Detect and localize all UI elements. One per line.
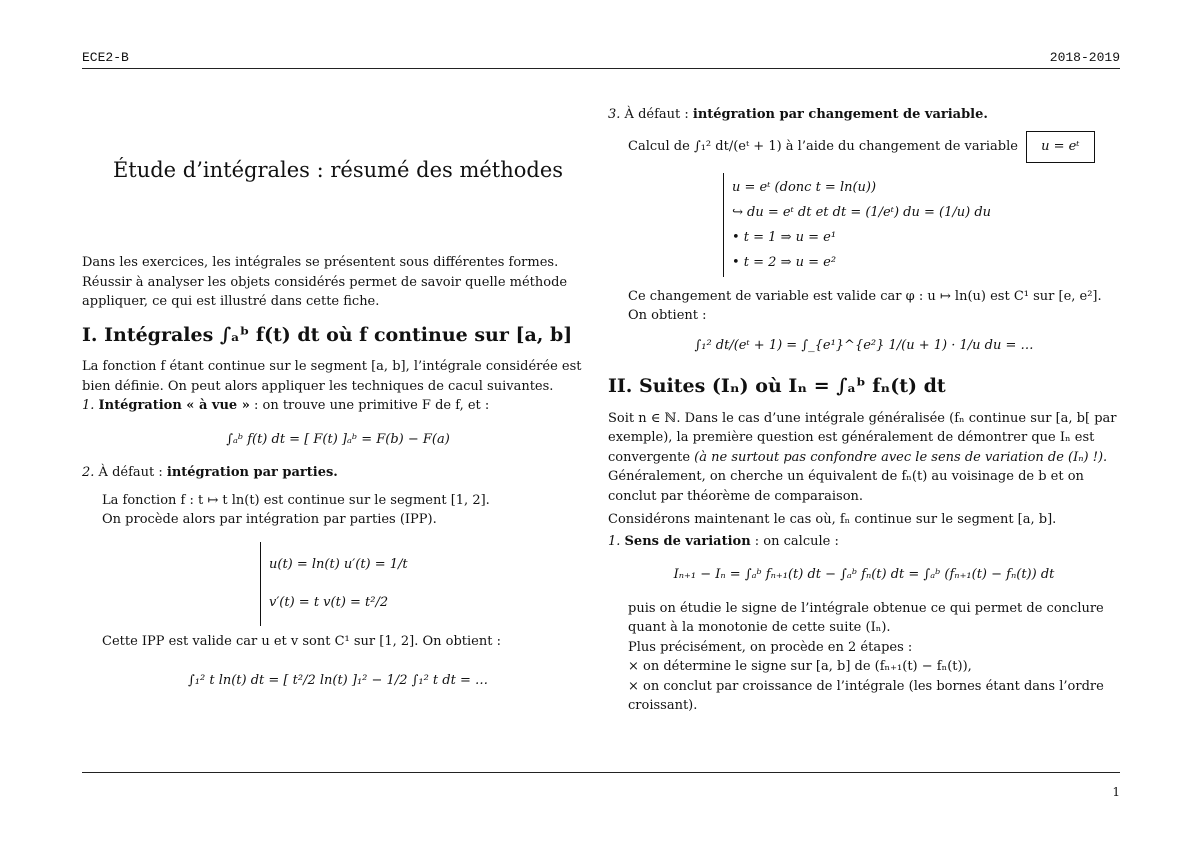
item-1-heading: Intégration « à vue » bbox=[98, 398, 250, 413]
section-1-title: I. Intégrales ∫ₐᵇ f(t) dt où f continue sur [a, b] bbox=[82, 323, 573, 346]
item-2-function: La fonction f : t ↦ t ln(t) est continue sur le segment [1, 2]. bbox=[102, 492, 490, 508]
section-2-paragraph-1 bbox=[608, 409, 1120, 468]
item-3-obtain: On obtient : bbox=[628, 308, 707, 323]
header-rule bbox=[82, 68, 1120, 69]
equation-primitive: ∫ₐᵇ f(t) dt = [ F(t) ]ₐᵇ = F(b) − F(a) bbox=[226, 431, 450, 447]
step-1-paragraph-2: Plus précisément, on procède en 2 étapes : bbox=[628, 639, 913, 655]
item-2-heading: intégration par parties. bbox=[166, 465, 338, 480]
cv-line-4: • t = 2 ⇒ u = e² bbox=[732, 254, 837, 270]
item-2-prefix: À défaut : bbox=[98, 465, 167, 480]
item-1-text: : on trouve une primitive F de f, et : bbox=[249, 398, 490, 413]
step-1 bbox=[608, 532, 1120, 552]
page-number: 1 bbox=[1112, 785, 1120, 799]
step-1-bullet-1: × on détermine le signe sur [a, b] de (fₙ₊₁(t) − fₙ(t)), bbox=[628, 659, 972, 674]
item-2 bbox=[82, 463, 594, 483]
step-1-bullet-2: × on conclut par croissance de l’intégrale (les bornes étant dans l’ordre croissant). bbox=[628, 678, 1104, 713]
item-2-validity: Cette IPP est valide car u et v sont C¹ sur [1, 2]. On obtient : bbox=[102, 633, 501, 649]
item-1-number: 1. bbox=[82, 398, 95, 413]
footer-rule bbox=[82, 772, 1120, 773]
item-3-calc-text: Calcul de ∫₁² dt/(eᵗ + 1) à l’aide du changement de variable bbox=[628, 138, 1018, 154]
change-variable-steps bbox=[723, 173, 1120, 277]
section-2-p1-text: Soit n ∈ ℕ. Dans le cas d’une intégrale généralisée (fₙ continue sur [a, b[ par exemple), la première question est généralement de démontrer que Iₙ est convergente bbox=[608, 410, 1117, 465]
ipp-row-2: v′(t) = t v(t) = t²/2 bbox=[269, 594, 389, 610]
section-2-title: II. Suites (Iₙ) où Iₙ = ∫ₐᵇ fₙ(t) dt bbox=[608, 375, 946, 397]
step-1-paragraph-1: puis on étudie le signe de l’intégrale obtenue ce qui permet de conclure quant à la monotonie de cette suite (Iₙ). bbox=[628, 600, 1104, 635]
cv-line-1: u = eᵗ (donc t = ln(u)) bbox=[732, 179, 877, 195]
step-1-text: : on calcule : bbox=[750, 533, 839, 549]
item-2-ipp-intro: On procède alors par intégration par parties (IPP). bbox=[102, 512, 437, 527]
equation-ipp: ∫₁² t ln(t) dt = [ t²/2 ln(t) ]₁² − 1/2 ∫₁² t dt = … bbox=[188, 673, 488, 688]
header-left: ECE2-B bbox=[82, 50, 129, 65]
header-right: 2018-2019 bbox=[1049, 50, 1120, 65]
intro-paragraph: Dans les exercices, les intégrales se présentent sous différentes formes. Réussir à analyser les objets considérés permet de savoir quelle méthode appliquer, ce qui est illustré dans cette fiche. bbox=[82, 255, 568, 309]
item-3-calc bbox=[608, 131, 1120, 163]
cv-line-3: • t = 1 ⇒ u = e¹ bbox=[732, 229, 837, 245]
section-2-p1-note: (à ne surtout pas confondre avec le sens de variation de (Iₙ) !). bbox=[694, 449, 1108, 465]
item-3-number: 3. bbox=[608, 107, 621, 122]
page-title: Étude d’intégrales : résumé des méthodes bbox=[112, 158, 564, 182]
section-1-paragraph: La fonction f étant continue sur le segment [a, b], l’intégrale considérée est bien définie. On peut alors appliquer les techniques de cacul suivantes. bbox=[82, 359, 582, 394]
item-1 bbox=[82, 396, 594, 416]
left-column bbox=[82, 100, 594, 691]
item-3 bbox=[608, 105, 1120, 125]
equation-change-variable: ∫₁² dt/(eᵗ + 1) = ∫_{e¹}^{e²} 1/(u + 1) · 1/u du = … bbox=[694, 337, 1034, 353]
section-2-paragraph-3: Considérons maintenant le cas où, fₙ continue sur le segment [a, b]. bbox=[608, 512, 1057, 527]
section-2-paragraph-2: Généralement, on cherche un équivalent de fₙ(t) au voisinage de b et on conclut par théorème de comparaison. bbox=[608, 469, 1084, 504]
step-1-heading: Sens de variation bbox=[624, 533, 751, 549]
cv-line-2: ↪ du = eᵗ dt et dt = (1/eᵗ) du = (1/u) du bbox=[732, 204, 992, 220]
right-column bbox=[608, 105, 1120, 716]
item-3-validity: Ce changement de variable est valide car φ : u ↦ ln(u) est C¹ sur [e, e²]. bbox=[628, 288, 1102, 304]
item-2-number: 2. bbox=[82, 465, 95, 480]
ipp-row-1: u(t) = ln(t) u′(t) = 1/t bbox=[269, 556, 408, 572]
item-3-heading: intégration par changement de variable. bbox=[692, 107, 988, 122]
step-1-number: 1. bbox=[608, 533, 621, 549]
equation-difference: Iₙ₊₁ − Iₙ = ∫ₐᵇ fₙ₊₁(t) dt − ∫ₐᵇ fₙ(t) dt = ∫ₐᵇ (fₙ₊₁(t) − fₙ(t)) dt bbox=[673, 567, 1055, 582]
change-variable-box: u = eᵗ bbox=[1026, 131, 1094, 163]
item-3-prefix: À défaut : bbox=[624, 107, 693, 122]
ipp-table bbox=[260, 542, 594, 626]
